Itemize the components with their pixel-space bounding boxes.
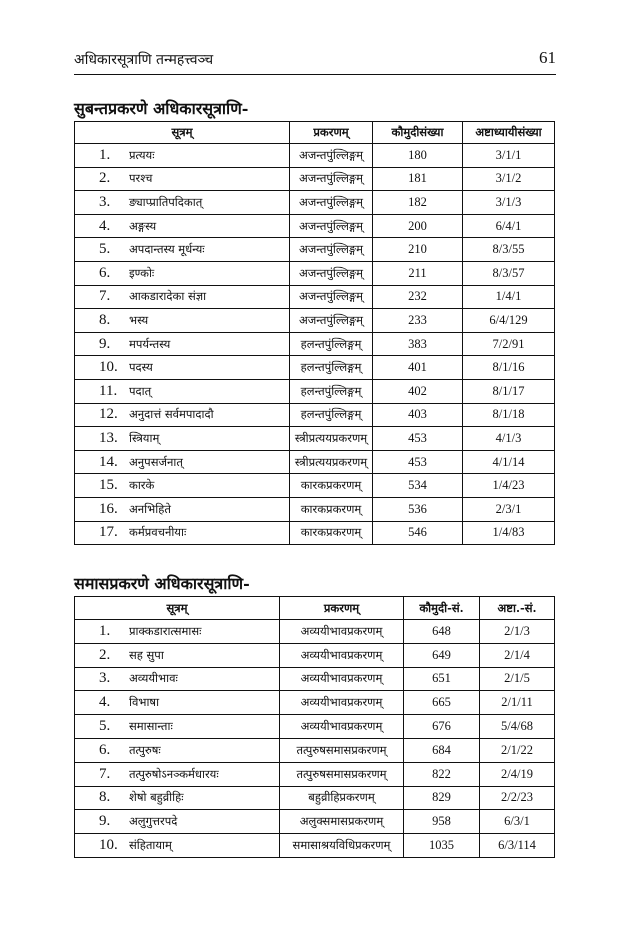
row-number: 7. xyxy=(99,765,111,782)
table-row xyxy=(75,786,555,810)
row-number: 3. xyxy=(99,670,111,687)
kaumudi-number-cell: 210 xyxy=(373,238,463,262)
sutra-cell xyxy=(75,403,290,427)
ashtadhyayi-number-cell: 8/3/55 xyxy=(463,238,555,262)
sutra-cell xyxy=(75,332,290,356)
ashtadhyayi-number-cell: 1/4/23 xyxy=(463,474,555,498)
page-header xyxy=(74,46,556,75)
sutra-cell xyxy=(75,810,280,834)
table-row xyxy=(75,238,555,262)
sutra-text: पदात् xyxy=(129,383,152,398)
sutra-cell xyxy=(75,238,290,262)
kaumudi-number-cell: 403 xyxy=(373,403,463,427)
ashtadhyayi-number-cell: 3/1/2 xyxy=(463,167,555,191)
column-header: सूत्रम् xyxy=(75,597,280,620)
kaumudi-number-cell: 651 xyxy=(404,667,480,691)
ashtadhyayi-number-cell: 4/1/3 xyxy=(463,427,555,451)
table-row xyxy=(75,144,555,168)
kaumudi-number-cell: 1035 xyxy=(404,834,480,858)
row-number: 6. xyxy=(99,741,111,758)
table-row xyxy=(75,834,555,858)
table-row xyxy=(75,403,555,427)
ashtadhyayi-number-cell: 2/3/1 xyxy=(463,497,555,521)
kaumudi-number-cell: 182 xyxy=(373,191,463,215)
row-number: 15. xyxy=(99,477,118,494)
sutra-cell xyxy=(75,762,280,786)
section-title-subanta: सुबन्तप्रकरणे अधिकारसूत्राणि- xyxy=(74,99,249,118)
ashtadhyayi-number-cell: 2/2/23 xyxy=(480,786,555,810)
sutra-text: स्त्रियाम् xyxy=(129,430,160,445)
kaumudi-number-cell: 536 xyxy=(373,497,463,521)
ashtadhyayi-number-cell: 7/2/91 xyxy=(463,332,555,356)
sutra-text: मपर्यन्तस्य xyxy=(129,336,171,351)
sutra-cell xyxy=(75,261,290,285)
prakarana-cell: अजन्तपुंल्लिङ्गम् xyxy=(290,167,373,191)
prakarana-cell: अजन्तपुंल्लिङ्गम् xyxy=(290,191,373,215)
sutra-cell xyxy=(75,691,280,715)
sutra-cell xyxy=(75,309,290,333)
prakarana-cell: स्त्रीप्रत्ययप्रकरणम् xyxy=(290,427,373,451)
ashtadhyayi-number-cell: 4/1/14 xyxy=(463,450,555,474)
column-header: कौमुदीसंख्या xyxy=(373,122,463,144)
row-number: 12. xyxy=(99,406,118,423)
table-row xyxy=(75,643,555,667)
prakarana-cell: अजन्तपुंल्लिङ्गम् xyxy=(290,309,373,333)
prakarana-cell: अव्ययीभावप्रकरणम् xyxy=(280,667,404,691)
sutra-text: कर्मप्रवचनीयाः xyxy=(129,525,187,540)
sutra-text: विभाषा xyxy=(129,695,160,710)
column-header: अष्टाध्यायीसंख्या xyxy=(463,122,555,144)
kaumudi-number-cell: 383 xyxy=(373,332,463,356)
sutra-text: सह सुपा xyxy=(129,647,164,662)
table-row xyxy=(75,738,555,762)
row-number: 5. xyxy=(99,241,111,258)
ashtadhyayi-number-cell: 6/3/114 xyxy=(480,834,555,858)
kaumudi-number-cell: 200 xyxy=(373,214,463,238)
row-number: 7. xyxy=(99,288,111,305)
row-number: 1. xyxy=(99,622,111,639)
kaumudi-number-cell: 233 xyxy=(373,309,463,333)
ashtadhyayi-number-cell: 8/1/17 xyxy=(463,379,555,403)
prakarana-cell: अजन्तपुंल्लिङ्गम् xyxy=(290,214,373,238)
sutra-text: इण्कोः xyxy=(129,265,155,280)
samasa-sutras-table xyxy=(74,596,555,858)
sutra-text: तत्पुरुषोऽनञ्कर्मधारयः xyxy=(129,766,219,781)
table-header-row xyxy=(75,122,555,144)
ashtadhyayi-number-cell: 8/3/57 xyxy=(463,261,555,285)
sutra-text: कारके xyxy=(129,478,155,493)
sutra-cell xyxy=(75,427,290,451)
row-number: 11. xyxy=(99,382,118,399)
sutra-text: अपदान्तस्य मूर्धन्यः xyxy=(129,242,205,257)
sutra-text: अव्ययीभावः xyxy=(129,671,178,686)
kaumudi-number-cell: 684 xyxy=(404,738,480,762)
kaumudi-number-cell: 958 xyxy=(404,810,480,834)
ashtadhyayi-number-cell: 6/3/1 xyxy=(480,810,555,834)
section-title-samasa: समासप्रकरणे अधिकारसूत्राणि- xyxy=(74,574,250,593)
sutra-cell xyxy=(75,144,290,168)
table-row xyxy=(75,167,555,191)
row-number: 8. xyxy=(99,311,111,328)
sutra-cell xyxy=(75,214,290,238)
sutra-cell xyxy=(75,620,280,644)
row-number: 4. xyxy=(99,217,111,234)
ashtadhyayi-number-cell: 1/4/83 xyxy=(463,521,555,545)
table-row xyxy=(75,474,555,498)
table-row xyxy=(75,667,555,691)
sutra-text: प्रत्ययः xyxy=(129,147,155,162)
prakarana-cell: हलन्तपुंल्लिङ्गम् xyxy=(290,379,373,403)
sutra-cell xyxy=(75,738,280,762)
prakarana-cell: अजन्तपुंल्लिङ्गम् xyxy=(290,285,373,309)
kaumudi-number-cell: 402 xyxy=(373,379,463,403)
row-number: 3. xyxy=(99,193,111,210)
table-header-row xyxy=(75,597,555,620)
table-row xyxy=(75,691,555,715)
sutra-cell xyxy=(75,715,280,739)
sutra-text: समासान्ताः xyxy=(129,719,173,734)
sutra-cell xyxy=(75,285,290,309)
sutra-cell xyxy=(75,379,290,403)
sutra-text: तत्पुरुषः xyxy=(129,742,161,757)
kaumudi-number-cell: 181 xyxy=(373,167,463,191)
ashtadhyayi-number-cell: 6/4/129 xyxy=(463,309,555,333)
table-row xyxy=(75,715,555,739)
table-row xyxy=(75,191,555,215)
sutra-text: भस्य xyxy=(129,312,149,327)
row-number: 2. xyxy=(99,170,111,187)
table-row xyxy=(75,762,555,786)
table-row xyxy=(75,450,555,474)
table-row xyxy=(75,379,555,403)
kaumudi-number-cell: 180 xyxy=(373,144,463,168)
column-header: सूत्रम् xyxy=(75,122,290,144)
sutra-cell xyxy=(75,167,290,191)
row-number: 10. xyxy=(99,359,118,376)
running-title: अधिकारसूत्राणि तन्महत्त्वञ्च xyxy=(74,52,214,68)
row-number: 14. xyxy=(99,453,118,470)
kaumudi-number-cell: 648 xyxy=(404,620,480,644)
sutra-cell xyxy=(75,643,280,667)
prakarana-cell: अलुक्समासप्रकरणम् xyxy=(280,810,404,834)
table-row xyxy=(75,521,555,545)
sutra-text: अलुगुत्तरपदे xyxy=(129,814,178,829)
ashtadhyayi-number-cell: 6/4/1 xyxy=(463,214,555,238)
row-number: 2. xyxy=(99,646,111,663)
prakarana-cell: अव्ययीभावप्रकरणम् xyxy=(280,691,404,715)
column-header: प्रकरणम् xyxy=(280,597,404,620)
prakarana-cell: कारकप्रकरणम् xyxy=(290,521,373,545)
prakarana-cell: अजन्तपुंल्लिङ्गम् xyxy=(290,261,373,285)
kaumudi-number-cell: 232 xyxy=(373,285,463,309)
page-number: 61 xyxy=(539,48,556,67)
ashtadhyayi-number-cell: 2/1/3 xyxy=(480,620,555,644)
row-number: 17. xyxy=(99,524,118,541)
sutra-text: अङ्गस्य xyxy=(129,218,157,233)
sutra-cell xyxy=(75,667,280,691)
sutra-text: शेषो बहुव्रीहिः xyxy=(129,790,184,805)
sutra-cell xyxy=(75,786,280,810)
row-number: 13. xyxy=(99,429,118,446)
ashtadhyayi-number-cell: 2/1/4 xyxy=(480,643,555,667)
sutra-text: प्राक्कडारात्समासः xyxy=(129,623,202,638)
ashtadhyayi-number-cell: 3/1/1 xyxy=(463,144,555,168)
subanta-sutras-table xyxy=(74,121,555,545)
kaumudi-number-cell: 829 xyxy=(404,786,480,810)
prakarana-cell: कारकप्रकरणम् xyxy=(290,497,373,521)
sutra-cell xyxy=(75,834,280,858)
sutra-text: ङ्याप्प्रातिपदिकात् xyxy=(129,194,203,209)
sutra-cell xyxy=(75,191,290,215)
table-row xyxy=(75,427,555,451)
table-row xyxy=(75,214,555,238)
table-row xyxy=(75,285,555,309)
kaumudi-number-cell: 665 xyxy=(404,691,480,715)
prakarana-cell: अजन्तपुंल्लिङ्गम् xyxy=(290,144,373,168)
row-number: 6. xyxy=(99,264,111,281)
kaumudi-number-cell: 211 xyxy=(373,261,463,285)
kaumudi-number-cell: 453 xyxy=(373,450,463,474)
prakarana-cell: अव्ययीभावप्रकरणम् xyxy=(280,620,404,644)
column-header: अष्टा.-सं. xyxy=(480,597,555,620)
sutra-text: अनुपसर्जनात् xyxy=(129,454,183,469)
kaumudi-number-cell: 453 xyxy=(373,427,463,451)
sutra-cell xyxy=(75,474,290,498)
ashtadhyayi-number-cell: 1/4/1 xyxy=(463,285,555,309)
sutra-cell xyxy=(75,521,290,545)
prakarana-cell: तत्पुरुषसमासप्रकरणम् xyxy=(280,762,404,786)
row-number: 5. xyxy=(99,718,111,735)
ashtadhyayi-number-cell: 5/4/68 xyxy=(480,715,555,739)
prakarana-cell: बहुव्रीहिप्रकरणम् xyxy=(280,786,404,810)
table-row xyxy=(75,332,555,356)
row-number: 10. xyxy=(99,837,118,854)
sutra-text: परश्च xyxy=(129,171,153,186)
sutra-text: पदस्य xyxy=(129,360,153,375)
ashtadhyayi-number-cell: 8/1/18 xyxy=(463,403,555,427)
row-number: 9. xyxy=(99,335,111,352)
table-row xyxy=(75,261,555,285)
row-number: 1. xyxy=(99,146,111,163)
row-number: 9. xyxy=(99,813,111,830)
ashtadhyayi-number-cell: 2/1/22 xyxy=(480,738,555,762)
ashtadhyayi-number-cell: 3/1/3 xyxy=(463,191,555,215)
kaumudi-number-cell: 676 xyxy=(404,715,480,739)
prakarana-cell: अव्ययीभावप्रकरणम् xyxy=(280,715,404,739)
prakarana-cell: कारकप्रकरणम् xyxy=(290,474,373,498)
ashtadhyayi-number-cell: 8/1/16 xyxy=(463,356,555,380)
prakarana-cell: स्त्रीप्रत्ययप्रकरणम् xyxy=(290,450,373,474)
table-row xyxy=(75,309,555,333)
row-number: 8. xyxy=(99,789,111,806)
ashtadhyayi-number-cell: 2/4/19 xyxy=(480,762,555,786)
sutra-cell xyxy=(75,356,290,380)
column-header: प्रकरणम् xyxy=(290,122,373,144)
ashtadhyayi-number-cell: 2/1/11 xyxy=(480,691,555,715)
sutra-cell xyxy=(75,497,290,521)
column-header: कौमुदी-सं. xyxy=(404,597,480,620)
kaumudi-number-cell: 649 xyxy=(404,643,480,667)
prakarana-cell: अव्ययीभावप्रकरणम् xyxy=(280,643,404,667)
kaumudi-number-cell: 534 xyxy=(373,474,463,498)
sutra-text: आकडारादेका संज्ञा xyxy=(129,289,207,304)
prakarana-cell: अजन्तपुंल्लिङ्गम् xyxy=(290,238,373,262)
sutra-text: अनुदात्तं सर्वमपादादौ xyxy=(129,407,214,422)
table-row xyxy=(75,497,555,521)
prakarana-cell: समासाश्रयविधिप्रकरणम् xyxy=(280,834,404,858)
kaumudi-number-cell: 546 xyxy=(373,521,463,545)
table-row xyxy=(75,810,555,834)
prakarana-cell: तत्पुरुषसमासप्रकरणम् xyxy=(280,738,404,762)
prakarana-cell: हलन्तपुंल्लिङ्गम् xyxy=(290,403,373,427)
sutra-text: संहितायाम् xyxy=(129,838,172,853)
prakarana-cell: हलन्तपुंल्लिङ्गम् xyxy=(290,356,373,380)
table-row xyxy=(75,620,555,644)
kaumudi-number-cell: 401 xyxy=(373,356,463,380)
row-number: 16. xyxy=(99,500,118,517)
kaumudi-number-cell: 822 xyxy=(404,762,480,786)
sutra-cell xyxy=(75,450,290,474)
table-row xyxy=(75,356,555,380)
row-number: 4. xyxy=(99,694,111,711)
prakarana-cell: हलन्तपुंल्लिङ्गम् xyxy=(290,332,373,356)
ashtadhyayi-number-cell: 2/1/5 xyxy=(480,667,555,691)
sutra-text: अनभिहिते xyxy=(129,501,171,516)
